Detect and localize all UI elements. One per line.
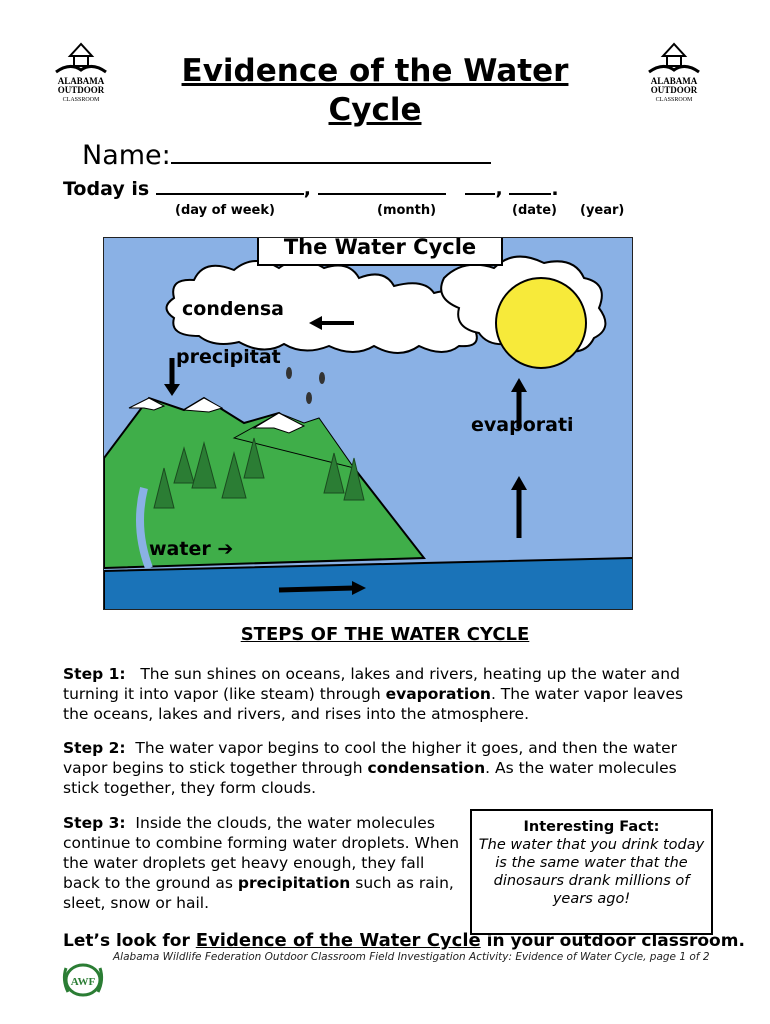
month-caption: (month) — [377, 203, 437, 218]
step-2-paragraph — [63, 738, 713, 798]
page-footer: Alabama Wildlife Federation Outdoor Classroom Field Investigation Activity: Evidence of Water Cycle, page 1 of 2 — [113, 951, 710, 963]
name-blank-line[interactable] — [171, 138, 491, 164]
fact-text: The water that you drink today is the same water that the dinosaurs drank millions of years ago! — [478, 837, 705, 907]
step-3-label: Step 3: — [63, 814, 126, 832]
look-prefix: Let’s look for — [63, 931, 196, 951]
step-1-paragraph — [63, 664, 713, 724]
year-blank[interactable] — [509, 179, 551, 195]
evaporation-label: evaporati — [471, 414, 574, 436]
alabama-outdoor-classroom-logo-right — [643, 42, 705, 108]
evidence-title-link: Evidence of the Water Cycle — [195, 930, 481, 951]
awf-logo — [58, 958, 108, 1002]
diagram-title: The Water Cycle — [257, 237, 503, 266]
water-cycle-diagram — [103, 237, 633, 610]
step-3-paragraph — [63, 813, 463, 913]
step-1-text: The sun shines on oceans, lakes and rivers, heating up the water and turning it into vapor (like steam) through — [63, 665, 680, 703]
fact-heading: Interesting Fact: — [523, 819, 660, 835]
step-2-text-end: . As the water molecules stick together, they form clouds. — [63, 759, 677, 797]
svg-text:AWF: AWF — [70, 976, 96, 988]
step-1-keyword: evaporation — [385, 685, 491, 703]
step-1-label: Step 1: — [63, 665, 126, 683]
precipitation-label: precipitat — [176, 346, 281, 368]
period: . — [551, 178, 559, 200]
step-3-text-end: such as rain, sleet, snow or hail. — [63, 874, 454, 912]
comma: , — [495, 178, 503, 200]
year-caption: (year) — [580, 203, 625, 218]
step-3-text: Inside the clouds, the water molecules continue to combine forming water droplets. When the water droplets get heavy enough, they fall back to the ground as — [63, 814, 460, 892]
name-field[interactable] — [82, 138, 491, 171]
comma: , — [303, 178, 311, 200]
date-blank[interactable] — [465, 179, 495, 195]
today-label: Today is — [63, 178, 150, 200]
month-blank[interactable] — [318, 179, 446, 195]
day-of-week-caption: (day of week) — [175, 203, 275, 218]
sun-shape — [496, 278, 586, 368]
svg-text:OUTDOOR: OUTDOOR — [650, 85, 698, 95]
page-title: Evidence of the Water Cycle — [181, 53, 569, 128]
step-1-text-end: . The water vapor leaves the oceans, lakes and rivers, and rises into the atmosphere. — [63, 685, 684, 723]
step-3-keyword: precipitation — [237, 874, 351, 892]
step-2-label: Step 2: — [63, 739, 126, 757]
svg-text:ALABAMA: ALABAMA — [650, 76, 698, 86]
svg-text:OUTDOOR: OUTDOOR — [57, 85, 105, 95]
day-of-week-blank[interactable] — [156, 179, 304, 195]
step-2-text: The water vapor begins to cool the higher it goes, and then the water vapor begins to stick together through — [63, 739, 678, 777]
look-suffix: in your outdoor classroom. — [480, 931, 745, 951]
interesting-fact-box — [470, 809, 713, 935]
date-caption: (date) — [512, 203, 557, 218]
svg-text:ALABAMA: ALABAMA — [57, 76, 105, 86]
date-row — [63, 178, 559, 200]
svg-text:CLASSROOM: CLASSROOM — [655, 97, 693, 103]
condensation-label: condensa — [182, 298, 284, 320]
svg-text:CLASSROOM: CLASSROOM — [62, 97, 100, 103]
water-label: water ➔ — [149, 538, 234, 560]
name-label: Name: — [82, 140, 171, 171]
steps-heading: STEPS OF THE WATER CYCLE — [240, 624, 530, 645]
step-2-keyword: condensation — [367, 759, 486, 777]
alabama-outdoor-classroom-logo-left — [50, 42, 112, 108]
